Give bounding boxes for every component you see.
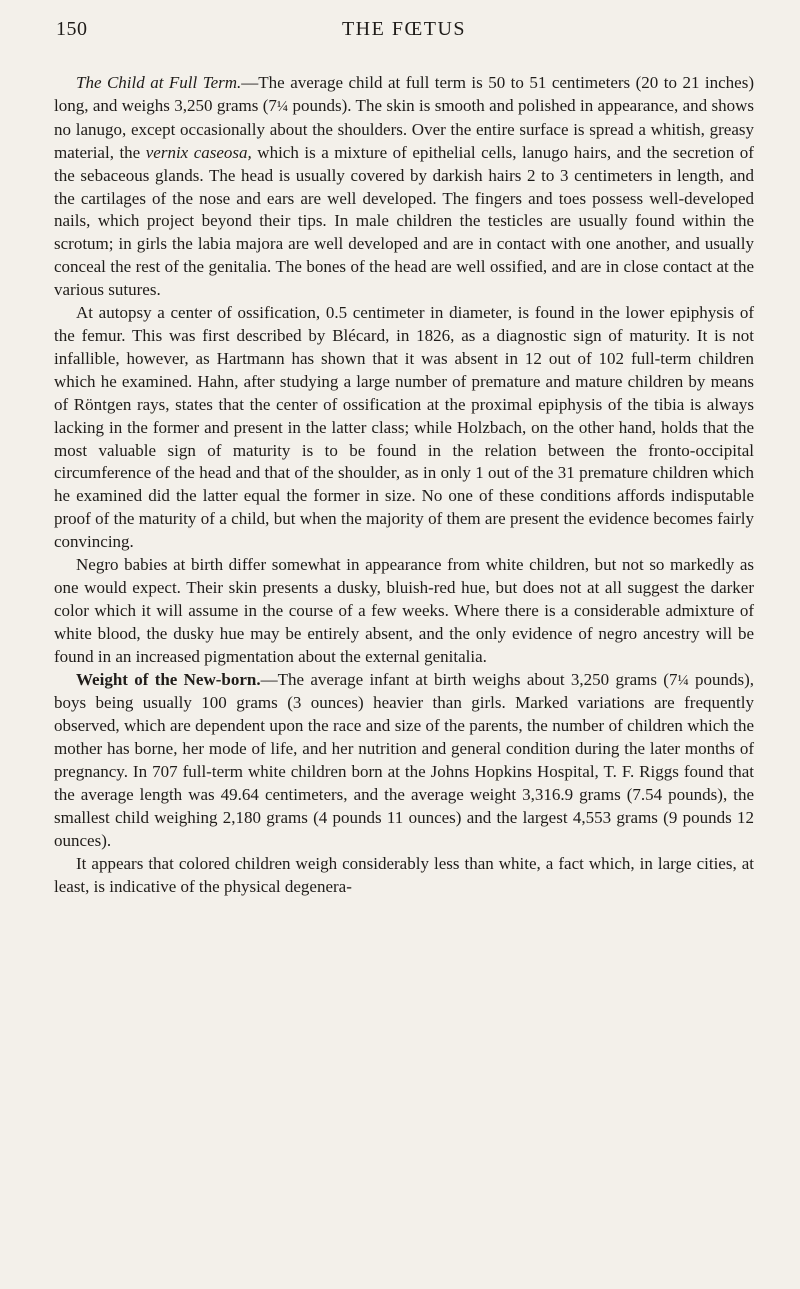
paragraph-text: pounds), boys being usually 100 grams (3 ounces) heavier than girls. Marked variations are frequently observed, which are dependent upon the race and size of the parents, the number of children which the mother has borne, her mode of life, and her nutrition and general condition during the later months of pregnancy. In 707 full-term white children born at the Johns Hopkins Hospital, T. F. Riggs found that the average length was 49.64 centimeters, and the average weight 3,316.9 grams (7.54 pounds), the smallest child weighing 2,180 grams (4 pounds 11 ounces) and the largest 4,553 grams (9 pounds 12 ounces). — [54, 669, 755, 850]
running-header — [56, 18, 752, 48]
paragraph-text: —The average child at full term is 50 to 51 centimeters (20 to 21 inches) long, and weighs 3,250 grams (7 — [54, 73, 755, 115]
paragraph-text: which is a mixture of epithelial cells, lanugo hairs, and the secretion of the sebaceous glands. The head is usually covered by darkish hairs 2 to 3 centimeters in length, and the cartilages of the nose and ears are well developed. The fingers and toes possess well-developed nails, which project beyond their tips. In male children the testicles are usually found within the scrotum; in girls the labia majora are well developed and are in contact with one another, and usually conceal the rest of the genitalia. The bones of the head are well ossified, and are in close contact at the various sutures. — [54, 142, 754, 300]
fraction: ¼ — [677, 672, 689, 689]
paragraph-full-term-child — [54, 72, 754, 302]
paragraph-negro-babies: Negro babies at birth differ somewhat in appearance from white children, but not so markedly as one would expect. Their skin presents a dusky, bluish-red hue, but does not at all suggest the darker color which it will assume in the course of a few weeks. Where there is a considerable admixture of white blood, the dusky hue may be entirely absent, and the only evidence of negro ancestry will be found in an increased pigmentation about the external genitalia. — [54, 555, 754, 666]
section-heading-weight: Weight of the New-born. — [76, 669, 261, 689]
paragraph-colored-children: It appears that colored children weigh considerably less than white, a fact which, in large cities, at least, is indicative of the physical degenera- — [54, 853, 754, 896]
paragraph-autopsy: At autopsy a center of ossification, 0.5 centimeter in diameter, is found in the lower epiphysis of the femur. This was first described by Blécard, in 1826, as a diagnostic sign of maturity. It is not infallible, however, as Hartmann has shown that it was absent in 12 out of 102 full-term children which he examined. Hahn, after studying a large number of premature and mature children by means of Röntgen rays, states that the center of ossification at the proximal epiphysis of the tibia is always lacking in the former and present in the latter class; while Holzbach, on the other hand, holds that the most valuable sign of maturity is to be found in the relation between the fronto-occipital circumference of the head and that of the shoulder, as in only 1 out of the 31 premature children which he examined did the latter equal the former in size. No one of these conditions affords indisputable proof of the maturity of a child, but when the majority of them are present the evidence becomes fairly convincing. — [54, 303, 754, 552]
paragraph-weight-newborn — [54, 669, 754, 853]
fraction: ¼ — [276, 98, 289, 115]
page-number: 150 — [56, 18, 88, 40]
running-title: THE FŒTUS — [341, 18, 467, 40]
paragraph-text: —The average infant at birth weighs about 3,250 grams (7 — [260, 669, 678, 689]
body-text — [54, 72, 754, 899]
term-vernix-caseosa: vernix caseosa, — [145, 142, 252, 162]
paragraph-text: pounds). The skin is smooth and polished in appearance, and shows no lanugo, except occasionally about the shoulders. Over the entire surface is spread a whitish, greasy material, the — [54, 95, 754, 162]
section-heading-full-term: The Child at Full Term. — [76, 73, 242, 92]
